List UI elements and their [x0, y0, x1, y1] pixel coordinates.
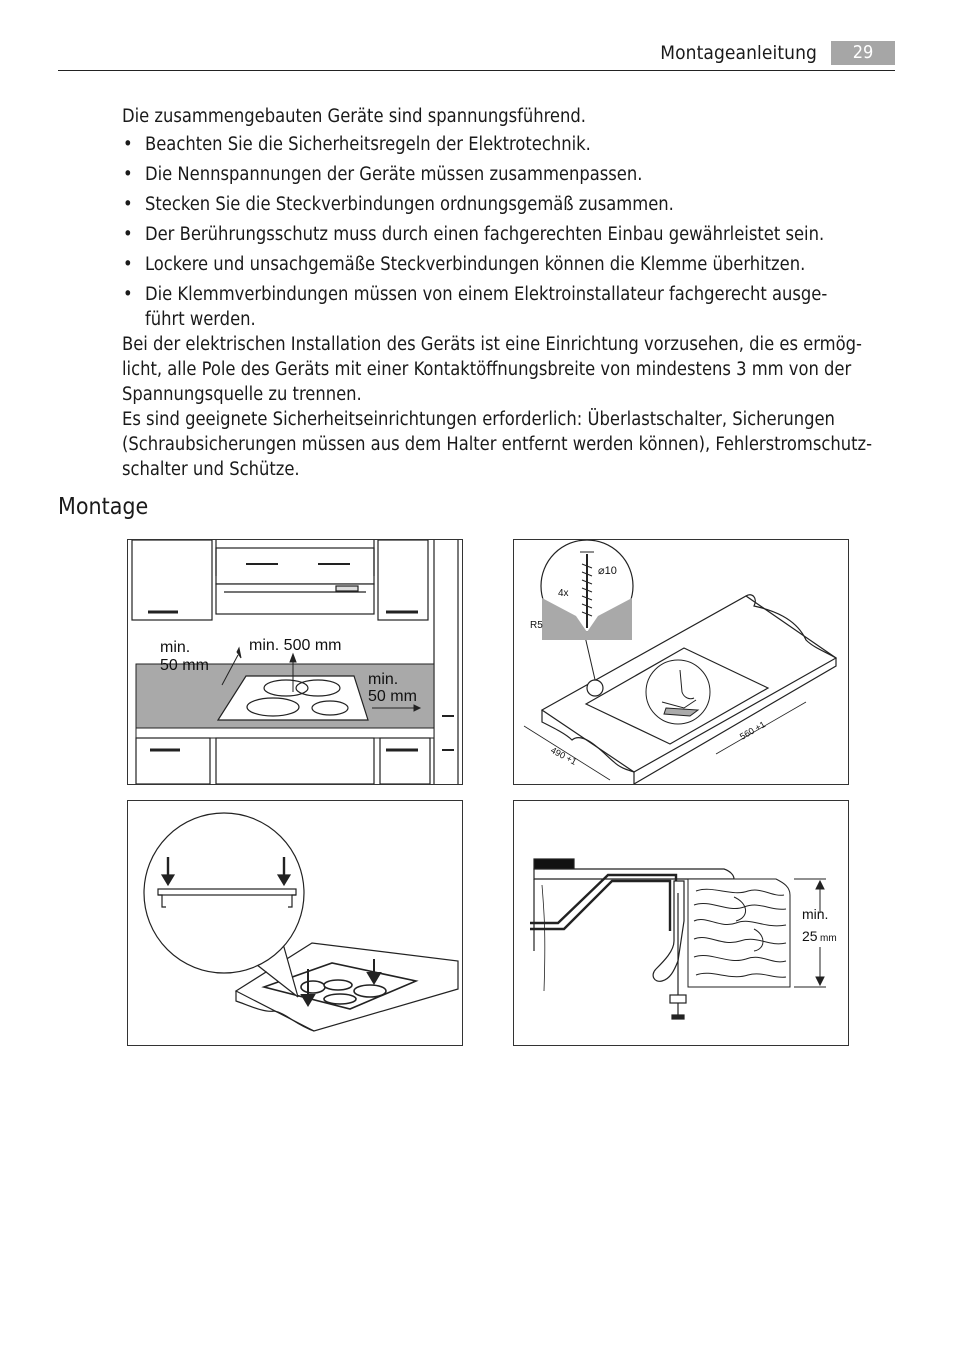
safety-list — [122, 132, 902, 332]
bullet-item: • Der Berührungsschutz muss durch einen fachgerechten Einbau gewährleistet sein. — [122, 222, 902, 247]
magnified-detail — [144, 813, 304, 997]
figure-press-in — [127, 800, 463, 1046]
bullet-item: • Stecken Sie die Steckverbindungen ordnungsgemäß zusammen. — [122, 192, 902, 217]
width-dimension: 560 +1 — [738, 719, 768, 742]
section-title: Montage — [58, 494, 149, 520]
page-header — [58, 40, 895, 71]
clamp-detail — [646, 660, 710, 724]
depth-dimension: 490 +1 — [549, 744, 579, 767]
min-thickness-label: min. — [802, 906, 829, 922]
min-thickness-unit: mm — [820, 933, 837, 944]
paragraph-safety-devices: Es sind geeignete Sicherheitseinrichtungen erforderlich: Überlastschalter, Sicherungen (Schraubsicherungen müssen aus dem Halter entfernt werden können), Fehlerstromschutz- schalter und Schütze. — [122, 409, 872, 480]
body-text — [122, 104, 902, 482]
min-label-right-1: min. — [368, 671, 399, 688]
extractor-hood — [216, 584, 374, 614]
hob-body — [530, 875, 676, 931]
bullet-item: • Lockere und unsachgemäße Steckverbindungen können die Klemme überhitzen. — [122, 252, 902, 277]
figure-cross-section — [513, 800, 849, 1046]
min-label-left-2: 50 mm — [160, 657, 209, 674]
min-label-top: min. 500 mm — [249, 637, 342, 654]
min-label-left-1: min. — [160, 639, 191, 656]
radius-label: R5 — [530, 620, 543, 631]
min-thickness-value: 25 — [802, 928, 818, 944]
figure-cutout-dimensions — [513, 539, 849, 785]
screw-count-label: 4x — [558, 588, 569, 599]
screw-diameter-label: ⌀10 — [598, 565, 617, 577]
figure-kitchen-clearance — [127, 539, 463, 785]
page-number: 29 — [831, 41, 895, 65]
bullet-item: • Die Klemmverbindungen müssen von einem Elektroinstallateur fachgerecht ausge- führt werden. — [122, 282, 902, 332]
intro-text: Die zusammengebauten Geräte sind spannungsführend. — [122, 106, 586, 127]
bullet-item: • Beachten Sie die Sicherheitsregeln der Elektrotechnik. — [122, 132, 902, 157]
bullet-item: • Die Nennspannungen der Geräte müssen zusammenpassen. — [122, 162, 902, 187]
min-label-right-2: 50 mm — [368, 688, 417, 705]
paragraph-isolation: Bei der elektrischen Installation des Geräts ist eine Einrichtung vorzusehen, die es ermög- licht, alle Pole des Geräts mit einer Kontaktöffnungsbreite von mindestens 3 mm von der Spannungsquelle zu trennen. — [122, 334, 862, 405]
header-title: Montageanleitung — [660, 42, 817, 64]
worktop-wood — [688, 879, 790, 987]
